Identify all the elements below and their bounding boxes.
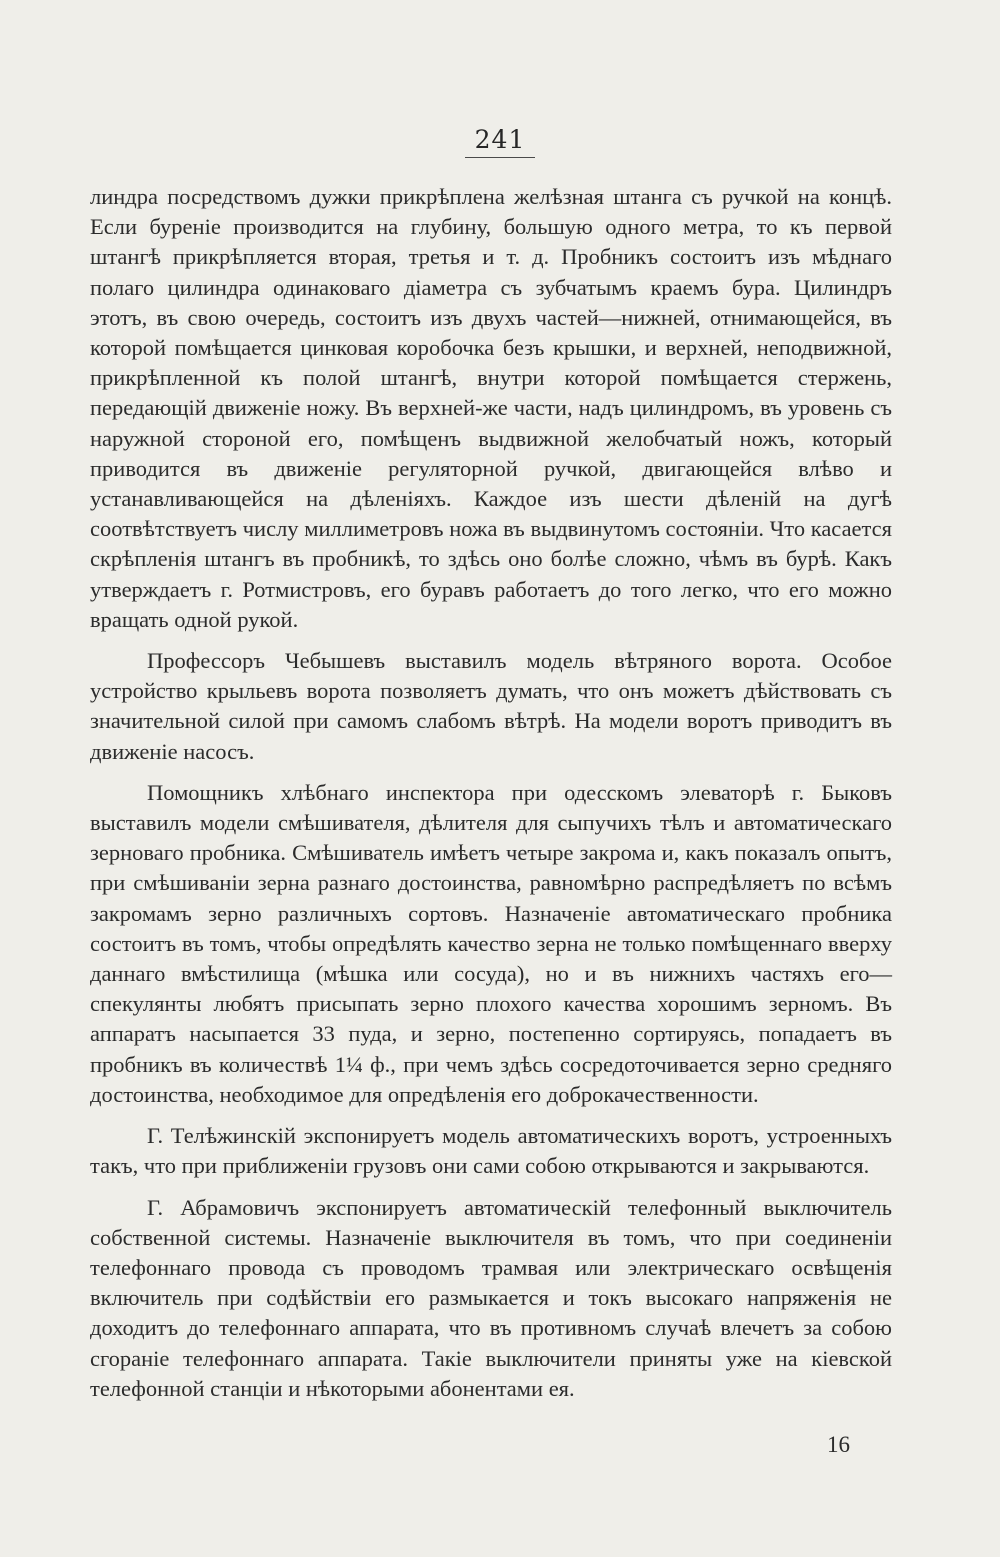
page-number: 241 <box>474 125 526 154</box>
paragraph-abramovich: Г. Абрамовичъ экспонируетъ автоматическій телефонный выключитель собственной системы. Назначеніе выключителя въ томъ, что при соединеніи телефоннаго провода съ проводомъ трамвая или электрическаго освѣщенія включитель при содѣйствіи его размыкается и токъ высокаго напряженія не доходитъ до телефоннаго аппарата, что въ противномъ случаѣ влечетъ за собою сгораніе телефоннаго аппарата. Такіе выключители приняты уже на кіевской телефонной станціи и нѣкоторыми абонентами ея. <box>90 1194 892 1401</box>
page-number-rule <box>465 157 535 158</box>
paragraph-telezhinsky: Г. Телѣжинскій экспонируетъ модель автоматическихъ воротъ, устроенныхъ такъ, что при приближеніи грузовъ они сами собою открываются и закрываются. <box>90 1123 892 1179</box>
printer-signature-mark: 16 <box>827 1432 850 1457</box>
body-text <box>90 182 892 1404</box>
paragraph-chebyshev: Профессоръ Чебышевъ выставилъ модель вѣтряного ворота. Особое устройство крыльевъ ворота позволяетъ думать, что онъ можетъ дѣйствовать съ значительной силой при самомъ слабомъ вѣтрѣ. На модели воротъ приводитъ въ движеніе насосъ. <box>90 648 892 764</box>
paragraph-continuation: линдра посредствомъ дужки прикрѣплена желѣзная штанга съ ручкой на концѣ. Если буреніе производится на глубину, большую одного метра, то къ первой штангѣ прикрѣпляется вторая, третья и т. д. Пробникъ состоитъ изъ мѣднаго полаго цилиндра одинаковаго діаметра съ зубчатымъ краемъ бура. Цилиндръ этотъ, въ свою очередь, состоитъ изъ двухъ частей—нижней, отнимающейся, въ которой помѣщается цинковая коробочка безъ крышки, и верхней, неподвижной, прикрѣпленной къ полой штангѣ, внутри которой помѣщается стержень, передающій движеніе ножу. Въ верхней-же части, надъ цилиндромъ, въ уровень съ наружной стороной его, помѣщенъ выдвижной желобчатый ножъ, который приводится въ движеніе регуляторной ручкой, двигающейся влѣво и устанавливающейся на дѣленіяхъ. Каждое изъ шести дѣленій на дугѣ соотвѣтствуетъ числу миллиметровъ ножа въ выдвинутомъ состояніи. Что касается скрѣпленія штангъ въ пробникѣ, то здѣсь оно болѣе сложно, чѣмъ въ бурѣ. Какъ утверждаетъ г. Ротмистровъ, его буравъ работаетъ до того легко, что его можно вращать одной рукой. <box>90 184 892 632</box>
paragraph-bykov: Помощникъ хлѣбнаго инспектора при одесскомъ элеваторѣ г. Быковъ выставилъ модели смѣшивателя, дѣлителя для сыпучихъ тѣлъ и автоматическаго зерноваго пробника. Смѣшиватель имѣетъ четыре закрома и, какъ показалъ опытъ, при смѣшиваніи зерна разнаго достоинства, равномѣрно распредѣляетъ по всѣмъ закромамъ зерно различныхъ сортовъ. Назначеніе автоматическаго пробника состоитъ въ томъ, чтобы опредѣлять качество зерна не только помѣщеннаго вверху даннаго вмѣстилища (мѣшка или сосуда), но и въ нижнихъ частяхъ его—спекулянты любятъ присыпать зерно плохого качества хорошимъ зерномъ. Въ аппаратъ насыпается 33 пуда, и зерно, постепенно сортируясь, попадаетъ въ пробникъ въ количествѣ 1¼ ф., при чемъ здѣсь сосредоточивается зерно средняго достоинства, необходимое для опредѣленія его доброкачественности. <box>90 779 892 1107</box>
